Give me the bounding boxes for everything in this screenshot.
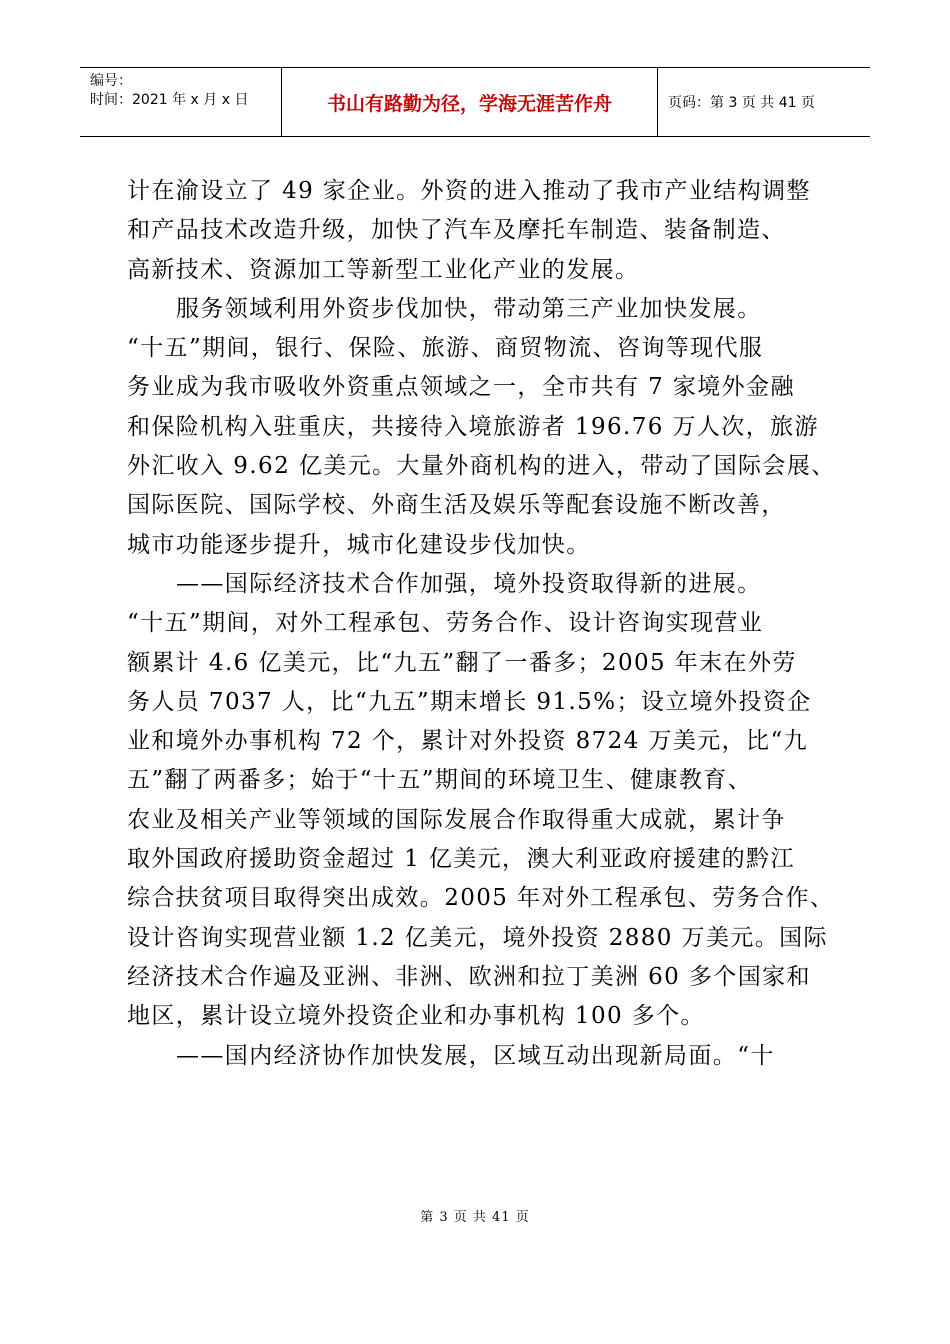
text-line: 和产品技术改造升级，加快了汽车及摩托车制造、装备制造、 — [127, 217, 786, 244]
text-line: 经济技术合作遍及亚洲、非洲、欧洲和拉丁美洲 60 多个国家和 — [127, 963, 811, 990]
text-line: 务人员 7037 人，比“九五”期末增长 91.5%；设立境外投资企 — [127, 688, 812, 715]
text-line: 综合扶贫项目取得突出成效。2005 年对外工程承包、劳务合作、 — [127, 885, 835, 912]
page-footer: 第 3 页 共 41 页 — [420, 1210, 530, 1225]
text-line: 取外国政府援助资金超过 1 亿美元，澳大利亚政府援建的黔江 — [127, 846, 795, 873]
document-body — [127, 172, 839, 1076]
text-line: 地区，累计设立境外投资企业和办事机构 100 多个。 — [127, 1003, 705, 1030]
text-line: 服务领域利用外资步伐加快，带动第三产业加快发展。 — [176, 295, 762, 322]
document-code: 编号： — [90, 73, 132, 89]
text-line: 业和境外办事机构 72 个，累计对外投资 8724 万美元，比“九 — [127, 728, 809, 755]
text-line: ——国际经济技术合作加强，境外投资取得新的进展。 — [176, 570, 762, 597]
text-line: 设计咨询实现营业额 1.2 亿美元，境外投资 2880 万美元。国际 — [127, 924, 828, 951]
text-line: 五”翻了两番多；始于“十五”期间的环境卫生、健康教育、 — [127, 767, 753, 794]
header-motto: 书山有路勤为径，学海无涯苦作舟 — [282, 68, 658, 136]
text-line: 国际医院、国际学校、外商生活及娱乐等配套设施不断改善， — [127, 492, 786, 519]
text-line: 城市功能逐步提升，城市化建设步伐加快。 — [127, 531, 591, 558]
header-meta — [80, 68, 282, 136]
text-line: 计在渝设立了 49 家企业。外资的进入推动了我市产业结构调整 — [127, 178, 811, 204]
text-line: 和保险机构入驻重庆，共接待入境旅游者 196.76 万人次，旅游 — [127, 413, 819, 440]
text-line: “十五”期间，对外工程承包、劳务合作、设计咨询实现营业 — [127, 610, 764, 637]
page-header — [80, 67, 870, 137]
text-line: ——国内经济协作加快发展，区域互动出现新局面。“十 — [176, 1042, 775, 1069]
text-line: 额累计 4.6 亿美元，比“九五”翻了一番多；2005 年末在外劳 — [127, 649, 797, 676]
document-date: 时间：2021 年 x 月 x 日 — [90, 92, 249, 108]
text-line: 务业成为我市吸收外资重点领域之一，全市共有 7 家境外金融 — [127, 374, 795, 401]
text-line: 外汇收入 9.62 亿美元。大量外商机构的进入，带动了国际会展、 — [127, 453, 836, 480]
text-line: “十五”期间，银行、保险、旅游、商贸物流、咨询等现代服 — [127, 335, 764, 362]
header-page-info: 页码：第 3 页 共 41 页 — [668, 95, 815, 111]
text-line: 农业及相关产业等领域的国际发展合作取得重大成就，累计争 — [127, 806, 786, 833]
text-line: 高新技术、资源加工等新型工业化产业的发展。 — [127, 256, 640, 283]
